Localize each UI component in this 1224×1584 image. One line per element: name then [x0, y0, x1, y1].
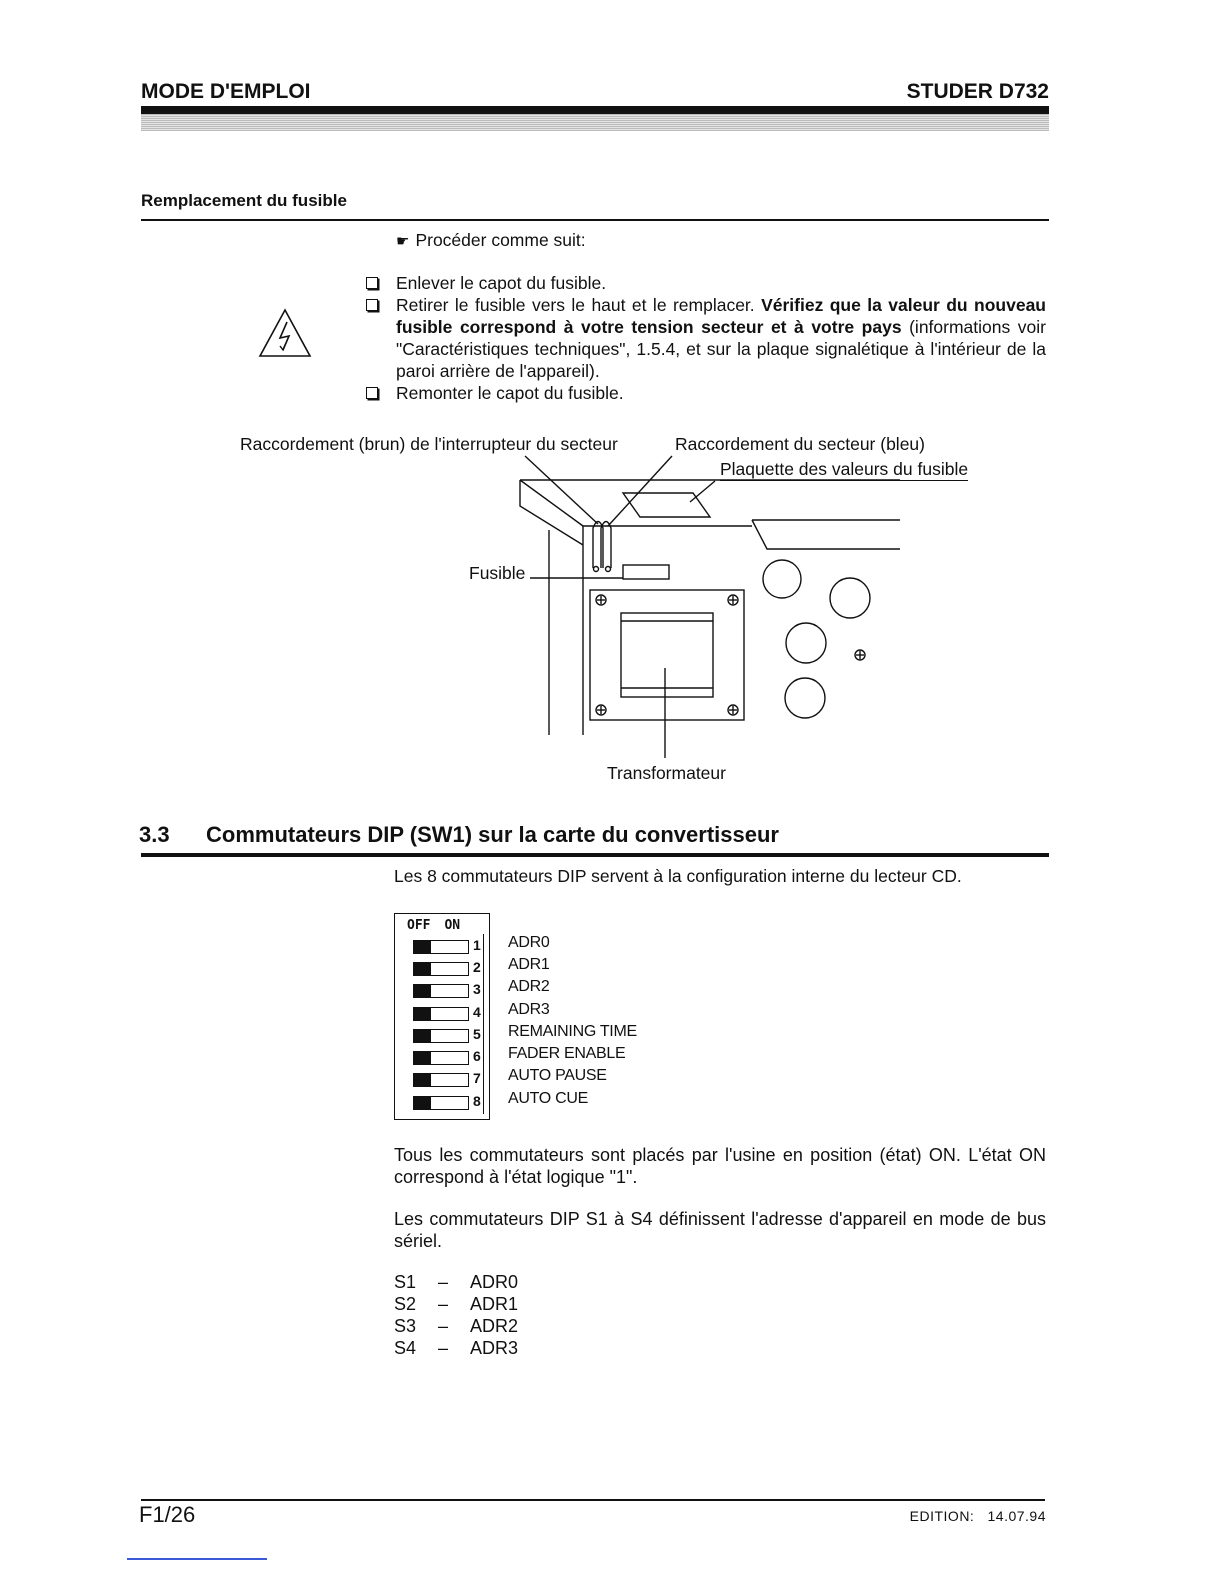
- pointing-hand-icon: ☛: [396, 233, 410, 250]
- dip-label-2: ADR1: [508, 956, 550, 973]
- page-number: F1/26: [139, 1502, 196, 1527]
- switch-body: [413, 1096, 469, 1110]
- dip-label-5: REMAINING TIME: [508, 1023, 637, 1040]
- header-title-left: MODE D'EMPLOI: [141, 80, 311, 103]
- dash: –: [438, 1294, 449, 1314]
- step-text-post: (informations voir "Caractéristiques techniques", 1.5.4, et sur la plaque signalétique à l'intérieur de la paroi arrière de l'appareil).: [396, 317, 1046, 381]
- header-title-right: STUDER D732: [906, 80, 1049, 103]
- label-fuse: Fusible: [469, 563, 526, 583]
- edition-date: 14.07.94: [987, 1508, 1046, 1524]
- dip-label-3: ADR2: [508, 978, 550, 995]
- switch-body: [413, 1051, 469, 1065]
- switch-body: [413, 984, 469, 998]
- dip-switch-6: [413, 1046, 488, 1068]
- dip-label-6: FADER ENABLE: [508, 1045, 626, 1062]
- address-bit: ADR3: [470, 1338, 519, 1358]
- switch-id: S2: [394, 1294, 417, 1314]
- dip-intro: Les 8 commutateurs DIP servent à la configuration interne du lecteur CD.: [394, 866, 962, 886]
- address-bit: ADR0: [470, 1272, 519, 1292]
- dip-switch-4: [413, 1002, 488, 1024]
- address-bit: ADR2: [470, 1316, 519, 1336]
- dash: –: [438, 1316, 449, 1336]
- switch-id: S4: [394, 1338, 417, 1358]
- section-number: 3.3: [139, 822, 170, 847]
- dip-switch-block: [394, 913, 490, 1120]
- switch-body: [413, 1029, 469, 1043]
- switch-knob: [414, 963, 431, 975]
- label-fuse-plate: Plaquette des valeurs du fusible: [720, 459, 969, 479]
- dash: –: [438, 1272, 449, 1292]
- paragraph-address: Les commutateurs DIP S1 à S4 définissent l'adresse d'appareil en mode de bus sériel.: [394, 1209, 1046, 1251]
- section-title-fuse: Remplacement du fusible: [141, 191, 347, 210]
- switch-number: 6: [473, 1048, 481, 1064]
- label-blue-connection: Raccordement du secteur (bleu): [675, 434, 925, 454]
- edition-info: [910, 1508, 1046, 1524]
- switch-knob: [414, 1097, 431, 1109]
- switch-body: [413, 1073, 469, 1087]
- section-title-dip: Commutateurs DIP (SW1) sur la carte du convertisseur: [206, 822, 779, 847]
- step-text: Enlever le capot du fusible.: [396, 273, 607, 293]
- dip-switch-2: [413, 957, 488, 979]
- dip-switch-1: [413, 935, 488, 957]
- step-text-bold: Vérifiez que la valeur du nouveau fusible correspond à votre tension secteur et à votre pays: [396, 295, 1046, 337]
- switch-number: 7: [473, 1070, 481, 1086]
- switch-body: [413, 962, 469, 976]
- address-bit: ADR1: [470, 1294, 519, 1314]
- switch-body: [413, 1007, 469, 1021]
- switch-id: S1: [394, 1272, 417, 1292]
- switch-knob: [414, 1008, 431, 1020]
- dip-switch-5: [413, 1024, 488, 1046]
- dip-label-4: ADR3: [508, 1001, 550, 1018]
- switch-number: 1: [473, 937, 481, 953]
- dip-on-label: ON: [444, 918, 461, 933]
- switch-id: S3: [394, 1316, 417, 1336]
- step-text-pre: Retirer le fusible vers le haut et le remplacer.: [396, 295, 762, 315]
- dip-label-1: ADR0: [508, 934, 550, 951]
- switch-knob: [414, 941, 431, 953]
- switch-number: 8: [473, 1093, 481, 1109]
- step-text: Remonter le capot du fusible.: [396, 383, 624, 403]
- intro-text: Procéder comme suit:: [415, 230, 586, 250]
- dip-label-7: AUTO PAUSE: [508, 1067, 607, 1084]
- footer-rule: [141, 1499, 1045, 1501]
- dip-switch-3: [413, 979, 488, 1001]
- switch-number: 3: [473, 981, 481, 997]
- footnote-rule: [127, 1558, 267, 1560]
- switch-number: 4: [473, 1004, 481, 1020]
- label-brown-connection: Raccordement (brun) de l'interrupteur du secteur: [240, 434, 618, 454]
- switch-knob: [414, 1030, 431, 1042]
- dip-off-label: OFF: [407, 918, 431, 933]
- label-transformer: Transformateur: [607, 763, 726, 783]
- edition-label: EDITION:: [909, 1508, 975, 1524]
- switch-body: [413, 940, 469, 954]
- dip-switch-7: [413, 1068, 488, 1090]
- section-rule: [141, 853, 1049, 857]
- dash: –: [438, 1338, 449, 1358]
- switch-knob: [414, 1074, 431, 1086]
- switch-knob: [414, 1052, 431, 1064]
- switch-knob: [414, 985, 431, 997]
- dip-switch-8: [413, 1091, 488, 1113]
- paragraph-factory-setting: Tous les commutateurs sont placés par l'usine en position (état) ON. L'état ON correspond à l'état logique "1".: [394, 1145, 1046, 1187]
- switch-number: 2: [473, 959, 481, 975]
- dip-header: [407, 918, 474, 933]
- switch-number: 5: [473, 1026, 481, 1042]
- dip-label-8: AUTO CUE: [508, 1090, 588, 1107]
